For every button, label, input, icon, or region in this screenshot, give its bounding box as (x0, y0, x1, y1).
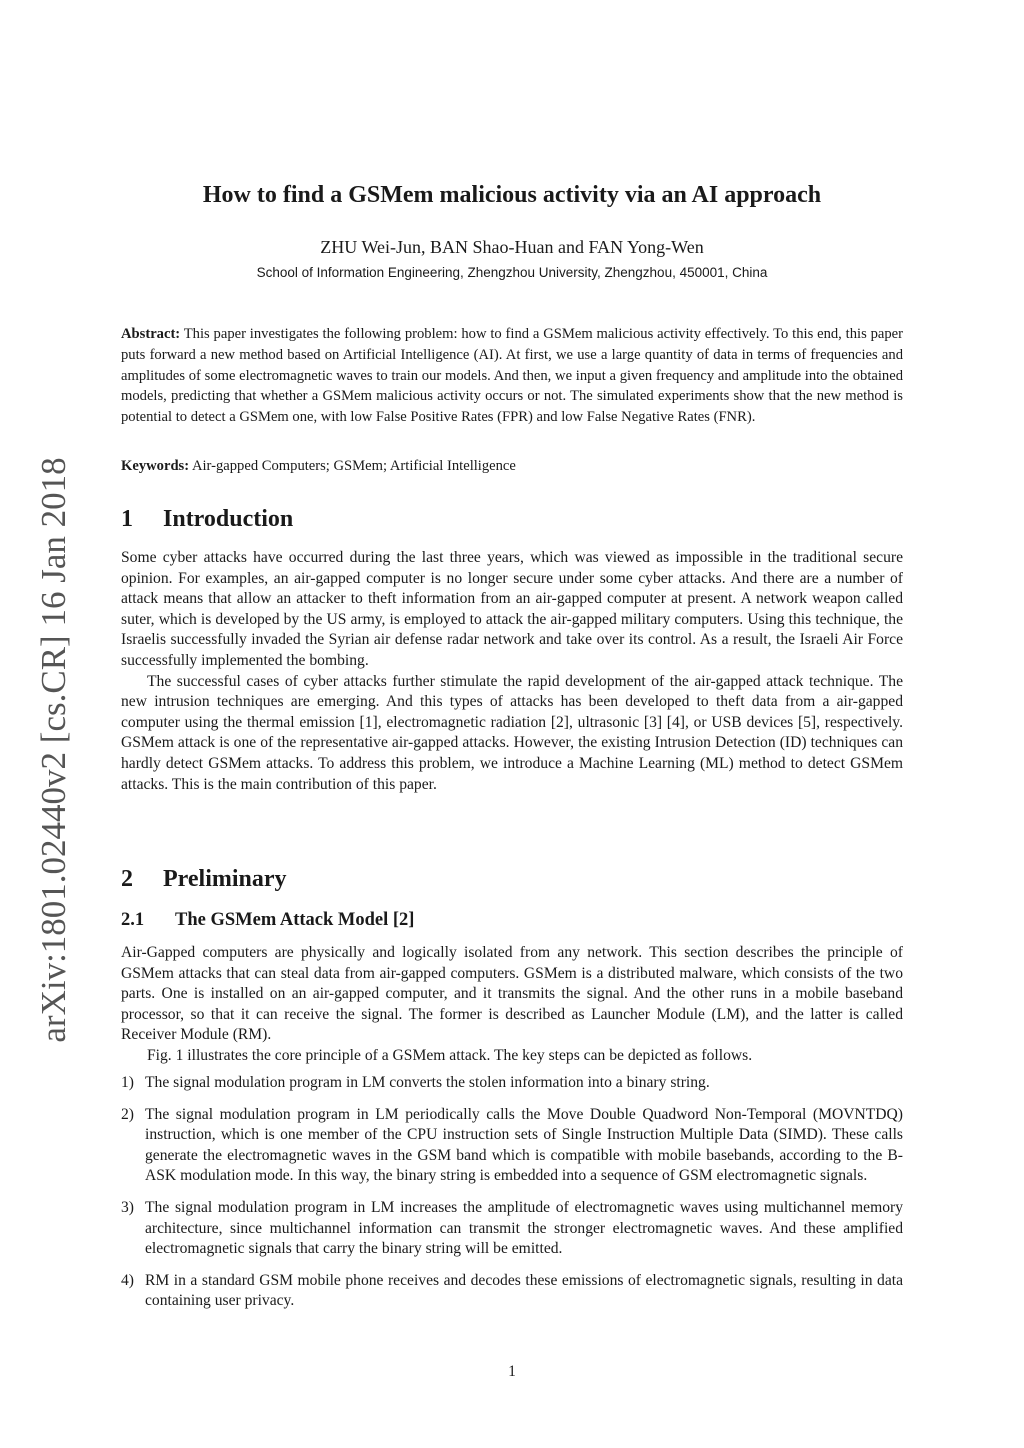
prelim-paragraph-1: Air-Gapped computers are physically and logically isolated from any network. This section describes the principle of GSMem attacks that can steal data from air-gapped computers. GSMem is a distributed malware, which consists of the two parts. One is installed on an air-gapped computer, and it transmits the signal. And the other runs in a mobile baseband processor, so that it can receive the signal. The former is described as Launcher Module (LM), and the latter is called Receiver Module (RM). (121, 944, 903, 1044)
intro-paragraph-2: The successful cases of cyber attacks further stimulate the rapid development of the air-gapped attack technique. The new intrusion techniques are emerging. And this types of attacks has been developed to theft data from a air-gapped computer using the thermal emission [1], electromagnetic radiation [2], ultrasonic [3] [4], or USB devices [5], respectively. GSMem attack is one of the representative air-gapped attacks. However, the existing Intrusion Detection (ID) techniques can hardly detect GSMem attacks. To address this problem, we introduce a Machine Learning (ML) method to detect GSMem attacks. This is the main contribution of this paper. (121, 672, 903, 793)
list-marker: 3) (121, 1198, 134, 1216)
list-item-text: The signal modulation program in LM converts the stolen information into a binary string. (145, 1074, 710, 1091)
subsection-title: The GSMem Attack Model [2] (175, 910, 415, 930)
introduction-body (121, 548, 903, 795)
list-item-text: The signal modulation program in LM periodically calls the Move Double Quadword Non-Temporal (MOVNTDQ) instruction, which is one member of the CPU instruction sets of Single Instruction Multiple Data (SIMD). These calls generate the electromagnetic waves in the GSM band which is compatible with mobile basebands, according to the B-ASK modulation mode. In this way, the binary string is embedded into a sequence of GSM electromagnetic signals. (145, 1105, 903, 1185)
section-heading-preliminary (121, 863, 903, 895)
list-marker: 1) (121, 1074, 134, 1091)
keywords (121, 456, 903, 477)
paper-title: How to find a GSMem malicious activity via an AI approach (202, 182, 822, 208)
subsection-number: 2.1 (121, 910, 145, 930)
section-number: 1 (121, 506, 133, 532)
arxiv-identifier-stamp: arXiv:1801.02440v2 [cs.CR] 16 Jan 2018 (34, 457, 73, 1043)
list-item-text: The signal modulation program in LM increases the amplitude of electromagnetic waves using multichannel memory architecture, since multichannel information can transmit the stronger electromagnetic waves. And these amplified electromagnetic signals that carry the binary string will be emitted. (145, 1198, 903, 1258)
list-item (121, 1198, 903, 1260)
section-number: 2 (121, 866, 133, 892)
list-item (121, 1073, 903, 1094)
abstract (121, 324, 903, 428)
author-affiliation: School of Information Engineering, Zhengzhou University, Zhengzhou, 450001, China (256, 265, 768, 280)
page-number: 1 (508, 1363, 516, 1380)
keywords-label: Keywords: (121, 458, 190, 474)
list-marker: 2) (121, 1105, 134, 1123)
author-list: ZHU Wei-Jun, BAN Shao-Huan and FAN Yong-Wen (320, 237, 704, 257)
section-heading-introduction (121, 503, 903, 535)
attack-steps-list (121, 1073, 903, 1323)
prelim-paragraph-2: Fig. 1 illustrates the core principle of a GSMem attack. The key steps can be depicted as follows. (147, 1046, 753, 1064)
section-title: Preliminary (163, 866, 287, 892)
abstract-label: Abstract: (121, 326, 181, 342)
list-marker: 4) (121, 1271, 134, 1289)
section-title: Introduction (163, 506, 294, 532)
list-item (121, 1105, 903, 1187)
list-item-text: RM in a standard GSM mobile phone receives and decodes these emissions of electromagnetic signals, resulting in data containing user privacy. (145, 1271, 903, 1310)
intro-paragraph-1: Some cyber attacks have occurred during the last three years, which was viewed as impossible in the traditional secure opinion. For examples, an air-gapped computer is no longer secure under some cyber attacks. And there are a number of attack means that allow an attacker to theft information from an air-gapped computer at present. A network weapon called suter, which is developed by the US army, is employed to attack the air-gapped military computers. Using this technique, the Israelis successfully invaded the Syrian air defense radar network and take over its control. As a result, the Israeli Air Force successfully implemented the bombing. (121, 549, 903, 669)
keywords-text: Air-gapped Computers; GSMem; Artificial Intelligence (191, 458, 516, 474)
abstract-text: This paper investigates the following problem: how to find a GSMem malicious activity effectively. To this end, this paper puts forward a new method based on Artificial Intelligence (AI). At first, we use a large quantity of data in terms of frequencies and amplitudes of some electromagnetic waves to train our models. And then, we input a given frequency and amplitude into the obtained models, predicting that whether a GSMem malicious activity occurs or not. The simulated experiments show that the new method is potential to detect a GSMem one, with low False Positive Rates (FPR) and low False Negative Rates (FNR). (121, 326, 904, 426)
subsection-body (121, 943, 903, 1067)
list-item (121, 1271, 903, 1312)
subsection-heading-gsmem-attack-model (121, 907, 903, 933)
